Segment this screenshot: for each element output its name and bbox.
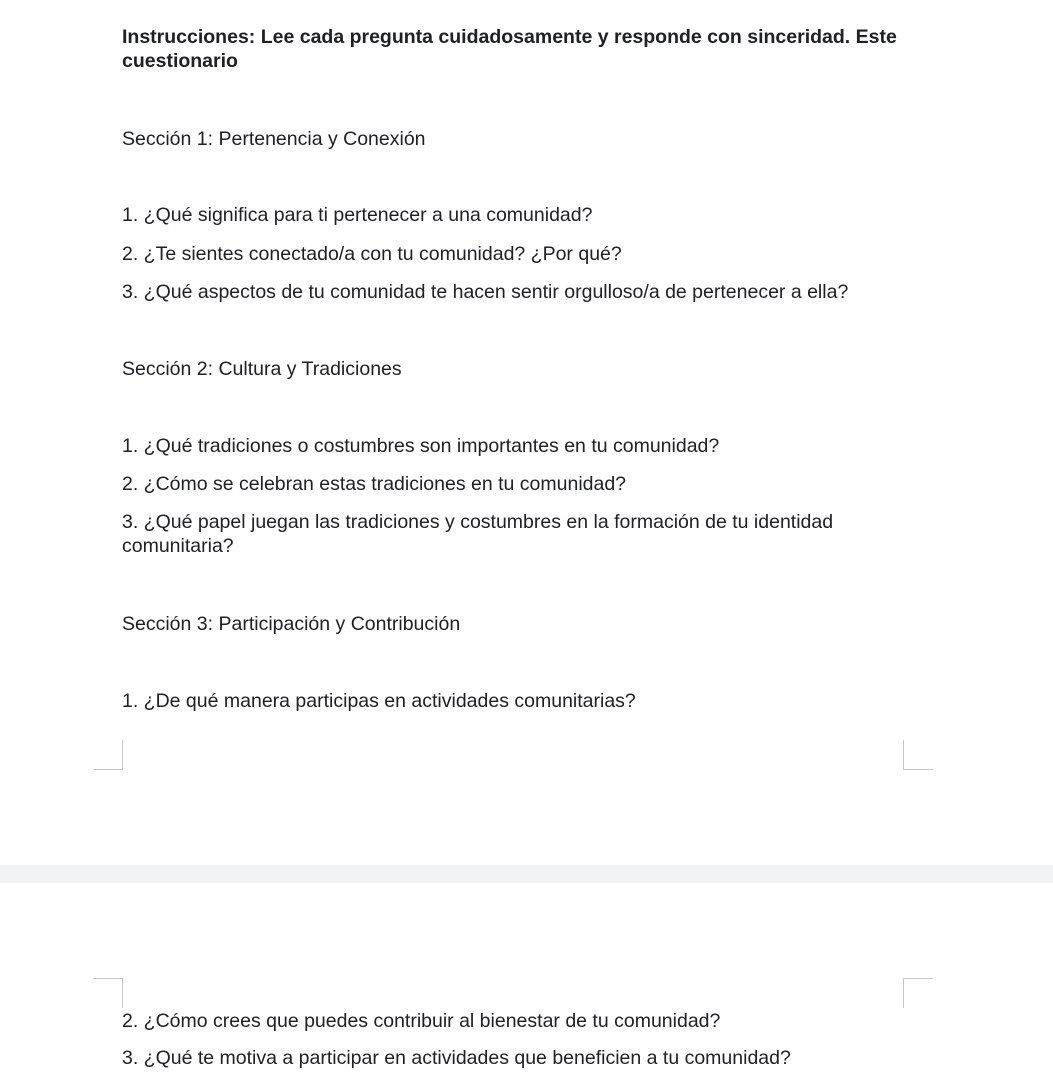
section-2-question-2: 2. ¿Cómo se celebran estas tradiciones en tu comunidad? <box>122 473 627 495</box>
section-1-title: Sección 1: Pertenencia y Conexión <box>122 128 426 150</box>
section-2-title: Sección 2: Cultura y Tradiciones <box>122 358 402 380</box>
page-break-gap <box>0 865 1053 883</box>
document-page-2 <box>0 883 1053 1089</box>
section-1-question-3: 3. ¿Qué aspectos de tu comunidad te hacen sentir orgulloso/a de pertenecer a ella? <box>122 281 849 303</box>
margin-corner-top-left-marker <box>93 978 123 1008</box>
section-3-title: Sección 3: Participación y Contribución <box>122 613 461 635</box>
section-2-question-3: 3. ¿Qué papel juegan las tradiciones y costumbres en la formación de tu identidad comunitaria? <box>122 511 834 557</box>
section-3-question-1: 1. ¿De qué manera participas en actividades comunitarias? <box>122 690 636 712</box>
section-3-question-3: 3. ¿Qué te motiva a participar en actividades que beneficien a tu comunidad? <box>122 1047 791 1069</box>
instructions-text: Instrucciones: Lee cada pregunta cuidadosamente y responde con sinceridad. Este cuestionario <box>122 26 897 72</box>
margin-corner-bottom-right-marker <box>903 740 933 770</box>
margin-corner-top-right-marker <box>903 978 933 1008</box>
section-1-question-2: 2. ¿Te sientes conectado/a con tu comunidad? ¿Por qué? <box>122 243 622 265</box>
margin-corner-bottom-left-marker <box>93 740 123 770</box>
section-2-question-1: 1. ¿Qué tradiciones o costumbres son importantes en tu comunidad? <box>122 435 720 457</box>
section-1-question-1: 1. ¿Qué significa para ti pertenecer a una comunidad? <box>122 204 593 226</box>
section-3-question-2: 2. ¿Cómo crees que puedes contribuir al bienestar de tu comunidad? <box>122 1010 721 1032</box>
